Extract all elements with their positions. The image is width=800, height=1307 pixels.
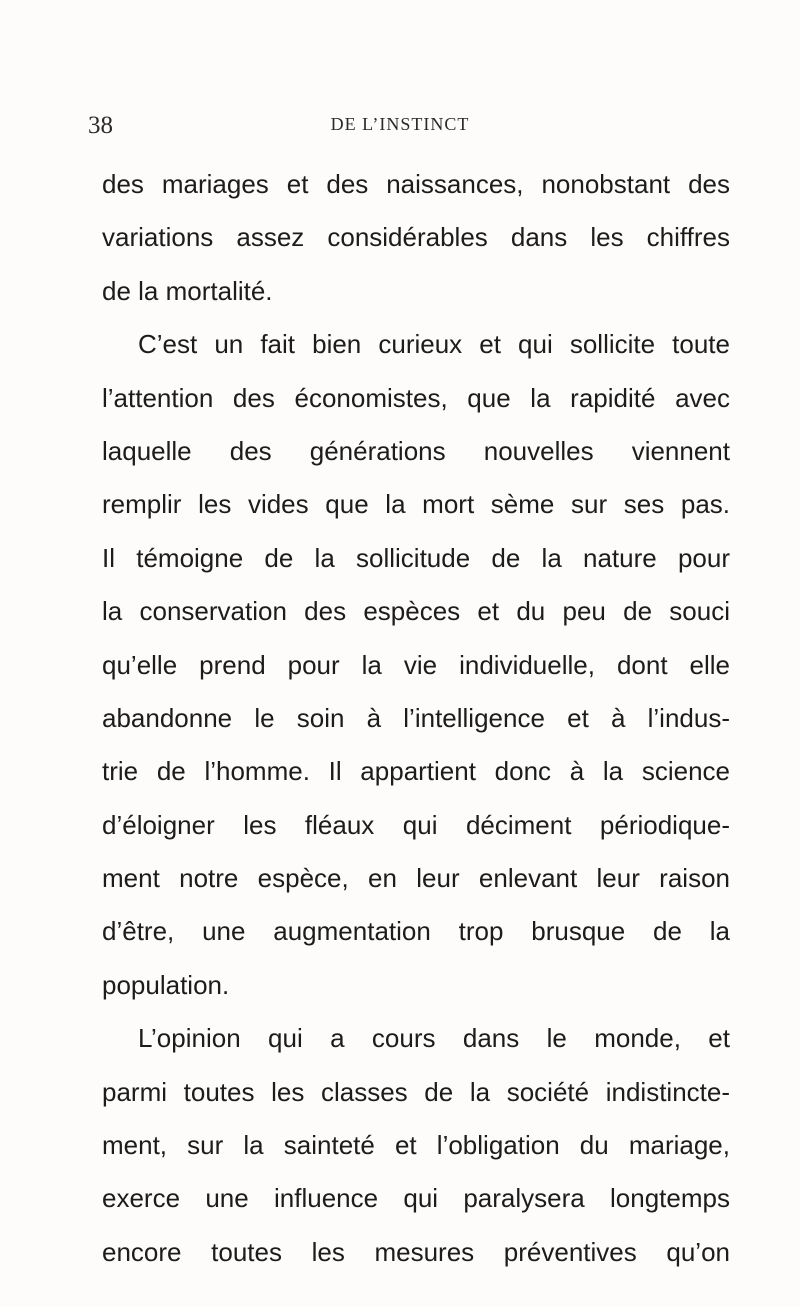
text-line: abandonne le soin à l’intelligence et à l’indus- [102,702,730,733]
text-line: encore toutes les mesures préventives qu’on [102,1236,730,1267]
running-head [0,112,800,148]
text-line: ment notre espèce, en leur enlevant leur raison [102,863,730,894]
text-line: laquelle des générations nouvelles viennent [102,435,730,466]
text-line: population. [102,969,230,1000]
text-line: variations assez considérables dans les chiffres [102,222,730,253]
text-line: ment, sur la sainteté et l’obligation du mariage, [102,1130,730,1161]
text-line: C’est un fait bien curieux et qui sollicite toute [138,329,730,360]
text-line: exerce une influence qui paralysera longtemps [102,1183,730,1214]
text-line: d’être, une augmentation trop brusque de la [102,916,730,947]
text-line: des mariages et des naissances, nonobstant des [102,169,730,199]
text-line: qu’elle prend pour la vie individuelle, dont elle [102,649,730,680]
text-line: d’éloigner les fléaux qui déciment périodique- [102,809,730,840]
text-line: la conservation des espèces et du peu de souci [102,596,730,627]
text-line: Il témoigne de la sollicitude de la nature pour [102,542,730,573]
running-title: DE L’INSTINCT [330,114,470,134]
text-line: L’opinion qui a cours dans le monde, et [138,1023,730,1054]
text-line: l’attention des économistes, que la rapidité avec [102,382,730,413]
text-line: de la mortalité. [102,275,273,306]
body-text [102,158,730,1279]
page-number: 38 [88,112,113,139]
text-line: remplir les vides que la mort sème sur ses pas. [102,489,730,520]
text-line: parmi toutes les classes de la société indistincte- [102,1076,730,1107]
text-line: trie de l’homme. Il appartient donc à la science [102,756,730,787]
